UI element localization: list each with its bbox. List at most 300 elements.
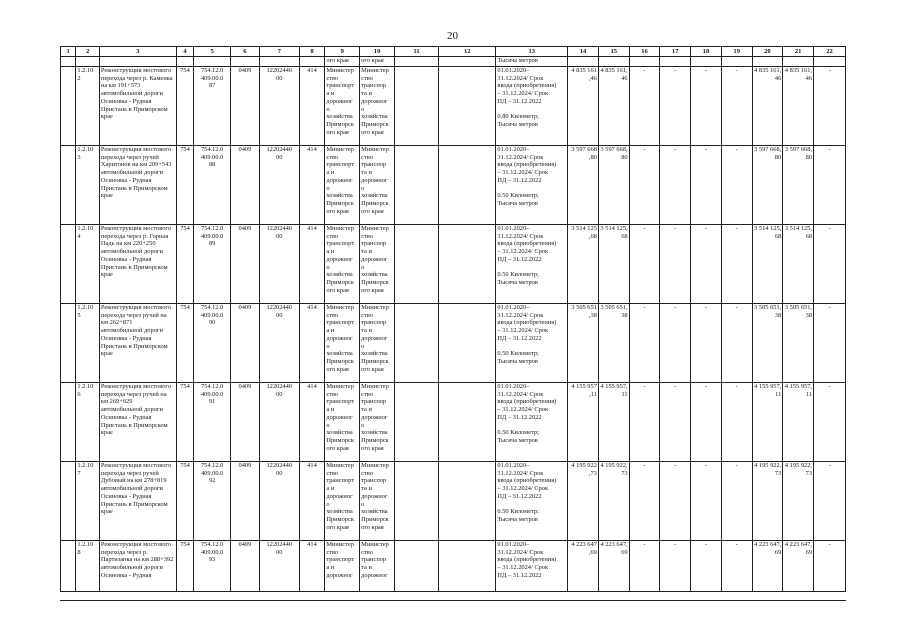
column-number: 18	[691, 47, 722, 57]
cell-line: Тысяча метров	[497, 436, 538, 444]
expense-type: 414	[299, 304, 325, 383]
cell-line: о	[361, 342, 365, 350]
total-cost	[568, 146, 599, 225]
dash-cell: -	[814, 383, 846, 462]
cell-line: ого края	[326, 286, 349, 294]
cell-line: хозяйства	[326, 429, 353, 437]
cell-line: 46	[774, 74, 782, 82]
cell-line: Министер	[326, 541, 354, 548]
cell-line: 01.01.2020–	[497, 225, 530, 232]
empty-cell	[394, 225, 438, 304]
cell-line: 12202440	[266, 541, 293, 548]
ministry-code: 754	[176, 541, 193, 592]
cell-line: 0.80 Километр;	[497, 113, 539, 121]
responsible-body	[325, 146, 360, 225]
cell-line: 5	[77, 311, 81, 319]
cell-line: та и	[361, 248, 372, 256]
cell-line: 409.00.0	[200, 311, 224, 319]
funding-value	[752, 225, 783, 304]
dash-cell: -	[814, 541, 846, 592]
cell-line: ,68	[588, 232, 597, 240]
cell-line: 3 505 651,	[784, 304, 813, 311]
column-number: 19	[721, 47, 752, 57]
cell-line: 12202440	[266, 383, 293, 390]
dash-cell: -	[660, 146, 691, 225]
continuation-unit: Тысяча метров	[496, 57, 568, 67]
target-article	[259, 67, 299, 146]
period-and-capacity	[496, 67, 568, 146]
table-row	[61, 225, 846, 304]
cell-line: 00	[276, 548, 283, 556]
cell-line: транспор	[361, 477, 387, 485]
cell-line: ввода (приобретения)	[497, 319, 557, 327]
column-number: 14	[568, 47, 599, 57]
executor-body	[360, 225, 395, 304]
cell-line: Министер	[326, 67, 354, 74]
cell-line: 0.50 Километр;	[497, 429, 539, 437]
cell-line: – 31.12.2024/ Срок	[497, 485, 549, 493]
cell-line: ство	[326, 153, 339, 161]
cell-line: хозяйства	[326, 350, 353, 358]
empty-cell	[439, 541, 496, 592]
cell-line: 4 155 957,	[754, 383, 782, 390]
empty-cell	[439, 67, 496, 146]
empty-cell	[439, 304, 496, 383]
total-cost	[568, 67, 599, 146]
cell-line: Министер	[361, 304, 389, 311]
dash-cell: -	[721, 462, 752, 541]
cell-line: 4 195 922,	[754, 462, 782, 469]
cell-line: 8	[77, 548, 81, 556]
expense-type: 414	[299, 383, 325, 462]
cell-line: 1.2.10	[77, 383, 94, 390]
column-number: 2	[76, 47, 100, 57]
funding-value	[752, 146, 783, 225]
cell-line: 4 223 647,	[600, 541, 628, 548]
cell-line: а и	[326, 169, 335, 177]
cell-line: 3 505 651,	[600, 304, 628, 311]
cell-line: – 31.12.2024/ Срок	[497, 90, 549, 98]
cell-line: 4 835 161,	[784, 67, 813, 74]
cell-line: ого края	[361, 286, 384, 294]
funding-value	[783, 541, 814, 592]
cell-line: ,69	[588, 548, 597, 556]
cell-line: ство	[361, 153, 373, 161]
section-code: 0409	[231, 146, 260, 225]
column-number: 17	[660, 47, 691, 57]
cell-line: Приморск	[361, 515, 389, 523]
program-table	[60, 46, 846, 592]
cell-line: а и	[326, 90, 335, 98]
section-code: 0409	[231, 383, 260, 462]
cell-line: 0.50 Километр;	[497, 192, 539, 200]
dash-cell: -	[660, 541, 691, 592]
cell-line: 01.01.2020–	[497, 462, 530, 469]
cell-line: дорожног	[361, 97, 388, 105]
column-number: 12	[439, 47, 496, 57]
cell-line: ввода (приобретения)	[497, 477, 557, 485]
cell-line: дорожног	[361, 334, 388, 342]
cell-line: 4	[77, 232, 81, 240]
cell-line: Тысяча метров	[497, 357, 538, 365]
cell-line: 3 514 125,	[754, 225, 782, 232]
dash-cell: -	[660, 304, 691, 383]
cell-line: Министер	[361, 225, 389, 232]
cell-line: ,11	[589, 390, 597, 398]
empty-cell	[61, 304, 76, 383]
empty-cell	[439, 225, 496, 304]
object-name: Реконструкция мостового перехода через ручей на км 269+029 автомобильной дороги Осиновка - Рудная Пристань в Приморском крае	[99, 383, 176, 462]
cell-line: 4 155 957	[571, 383, 597, 390]
cell-line: 409.00.0	[200, 232, 224, 240]
cell-line: дорожног	[326, 97, 353, 105]
cell-line: 754.12.0	[200, 383, 224, 390]
cell-line: дорожног	[326, 334, 353, 342]
cell-line: 91	[208, 398, 216, 406]
cell-line: Приморск	[361, 199, 389, 207]
target-article	[259, 541, 299, 592]
dash-cell: -	[721, 541, 752, 592]
column-number: 22	[814, 47, 846, 57]
cell-line: 4 155 957,	[600, 383, 628, 390]
column-number: 16	[629, 47, 660, 57]
cell-line: 90	[208, 319, 216, 327]
object-code	[194, 146, 231, 225]
row-code	[76, 462, 100, 541]
cell-line: ,38	[588, 311, 597, 319]
object-code	[194, 225, 231, 304]
cell-line: 00	[276, 74, 283, 82]
section-code: 0409	[231, 304, 260, 383]
cell-line: дорожног	[361, 492, 388, 500]
dash-cell: -	[691, 225, 722, 304]
cell-line: ввода (приобретения)	[497, 240, 557, 248]
cell-line: ,80	[588, 153, 597, 161]
cell-line: Приморск	[326, 278, 354, 286]
cell-line: транспорт	[326, 319, 355, 327]
cell-line: 12202440	[266, 225, 293, 232]
object-name: Реконструкция мостового перехода через р. Каменка на км 191+573 автомобильной дороги Осиновка - Рудная Пристань в Приморском крае	[99, 67, 176, 146]
ministry-code: 754	[176, 462, 193, 541]
cell-line: о	[361, 500, 365, 508]
cell-line: 00	[276, 390, 283, 398]
cell-line: дорожног	[361, 255, 388, 263]
cell-line: хозяйства	[361, 192, 388, 200]
cell-line: хозяйства	[361, 271, 388, 279]
cell-line: 3 597 668	[571, 146, 597, 153]
cell-line: 754.12.0	[200, 541, 224, 548]
cell-line: транспор	[361, 240, 387, 248]
column-number: 4	[176, 47, 193, 57]
ministry-code: 754	[176, 67, 193, 146]
dash-cell: -	[721, 67, 752, 146]
cell-line: ввода (приобретения)	[497, 398, 557, 406]
cell-line: а и	[326, 327, 335, 335]
cell-line: 31.12.2024/ Срок	[497, 469, 544, 477]
cell-line: 409.00.0	[200, 390, 224, 398]
cell-line: 3 597 668,	[754, 146, 782, 153]
cell-line: 38	[805, 311, 813, 319]
cell-line: 88	[208, 161, 216, 169]
cell-line: – 31.12.2024/ Срок	[497, 406, 549, 414]
object-name: Реконструкция мостового перехода через ручей Харитонов на км 209+543 автомобильной дороги Осиновка - Рудная Пристань в Приморском крае	[99, 146, 176, 225]
cell-line: та и	[361, 90, 372, 98]
cell-line: ввода (приобретения)	[497, 161, 557, 169]
cell-line: ввода (приобретения)	[497, 556, 557, 564]
total-cost	[568, 304, 599, 383]
cell-line: 01.01.2020–	[497, 304, 530, 311]
cell-line: 31.12.2024/ Срок	[497, 74, 544, 82]
period-and-capacity	[496, 225, 568, 304]
row-code	[76, 67, 100, 146]
cell-line: 00	[276, 469, 283, 477]
cell-line: ство	[326, 390, 339, 398]
cell-line: Тысяча метров	[497, 278, 538, 286]
dash-cell: -	[814, 304, 846, 383]
cell-line: Министер	[326, 146, 354, 153]
object-code	[194, 67, 231, 146]
row-code	[76, 541, 100, 592]
cell-line: 3 514 125,	[600, 225, 628, 232]
cell-line: Министер	[361, 146, 389, 153]
target-article	[259, 462, 299, 541]
row-code	[76, 146, 100, 225]
cell-line: о	[326, 500, 330, 508]
empty-cell	[439, 462, 496, 541]
dash-cell: -	[721, 225, 752, 304]
cell-line: транспор	[361, 556, 387, 564]
empty-cell	[394, 541, 438, 592]
responsible-body	[325, 304, 360, 383]
cell-line: 3 514 125	[571, 225, 597, 232]
cell-line: 4 835 161,	[600, 67, 628, 74]
cell-line: 00	[276, 232, 283, 240]
ministry-code: 754	[176, 225, 193, 304]
cell-line: 89	[208, 240, 216, 248]
cell-line: а и	[326, 406, 335, 414]
cell-line: 754.12.0	[200, 146, 224, 153]
expense-type: 414	[299, 225, 325, 304]
cell-line: 01.01.2020–	[497, 67, 530, 74]
dash-cell: -	[814, 146, 846, 225]
cell-line: 80	[621, 153, 628, 161]
cell-line: Приморск	[361, 436, 389, 444]
dash-cell: -	[691, 304, 722, 383]
cell-line: Приморск	[361, 357, 389, 365]
funding-value	[783, 462, 814, 541]
cell-line: 2	[77, 74, 81, 82]
expense-type: 414	[299, 146, 325, 225]
cell-line: Министер	[361, 462, 389, 469]
cell-line: – 31.12.2024/ Срок	[497, 564, 549, 572]
empty-cell	[61, 383, 76, 462]
dash-cell: -	[629, 383, 660, 462]
table-row	[61, 146, 846, 225]
responsible-body	[325, 541, 360, 592]
cost-value	[598, 304, 629, 383]
cell-line: 93	[208, 556, 216, 564]
cell-line: а и	[326, 485, 335, 493]
cell-line: 11	[775, 390, 782, 398]
cell-line: ого края	[326, 444, 349, 452]
cell-line: 12202440	[266, 304, 293, 311]
cell-line: Министер	[361, 383, 389, 390]
dash-cell: -	[814, 67, 846, 146]
cell-line: хозяйства	[361, 508, 388, 516]
page-bottom-rule	[60, 600, 846, 601]
column-number: 11	[394, 47, 438, 57]
expense-type: 414	[299, 462, 325, 541]
cell-line: Приморск	[361, 120, 389, 128]
cell-line: транспор	[361, 82, 387, 90]
dash-cell: -	[629, 541, 660, 592]
column-number: 9	[325, 47, 360, 57]
total-cost	[568, 462, 599, 541]
cell-line: 38	[621, 311, 628, 319]
dash-cell: -	[629, 67, 660, 146]
cost-value	[598, 67, 629, 146]
cell-line: 69	[774, 548, 782, 556]
empty-cell	[394, 462, 438, 541]
cell-line: 4 195 922	[571, 462, 597, 469]
empty-cell	[61, 225, 76, 304]
cell-line: ого края	[326, 365, 349, 373]
cell-line: 73	[774, 469, 782, 477]
ministry-code: 754	[176, 146, 193, 225]
cell-line: Приморск	[326, 120, 354, 128]
executor-body	[360, 67, 395, 146]
cell-line: 754.12.0	[200, 304, 224, 311]
cell-line: 31.12.2024/ Срок	[497, 153, 544, 161]
continuation-executor: ого края	[360, 57, 395, 67]
section-code: 0409	[231, 225, 260, 304]
cell-line: 3	[77, 153, 81, 161]
expense-type: 414	[299, 67, 325, 146]
cell-line: та и	[361, 564, 372, 572]
funding-value	[783, 146, 814, 225]
cell-line: транспорт	[326, 477, 355, 485]
cell-line: дорожног	[326, 492, 353, 500]
cell-line: 409.00.0	[200, 153, 224, 161]
cell-line: 12202440	[266, 67, 293, 74]
cell-line: о	[326, 421, 330, 429]
dash-cell: -	[814, 225, 846, 304]
cell-line: ство	[326, 469, 339, 477]
cell-line: транспор	[361, 319, 387, 327]
object-name: Реконструкция мостового перехода через ручей Дубовый на км 278+819 автомобильной дороги Осиновка - Рудная Пристань в Приморском крае	[99, 462, 176, 541]
cell-line: 1.2.10	[77, 146, 94, 153]
cell-line: 4 223 647	[571, 541, 597, 548]
cost-value	[598, 541, 629, 592]
cell-line: ,73	[588, 469, 597, 477]
cell-line: 1.2.10	[77, 225, 94, 232]
dash-cell: -	[660, 462, 691, 541]
column-number: 6	[231, 47, 260, 57]
funding-value	[752, 462, 783, 541]
cell-line: та и	[361, 169, 372, 177]
period-and-capacity	[496, 541, 568, 592]
cell-line: ПД – 31.12.2022	[497, 334, 542, 342]
column-number: 3	[99, 47, 176, 57]
executor-body	[360, 541, 395, 592]
target-article	[259, 304, 299, 383]
funding-value	[783, 67, 814, 146]
cost-value	[598, 383, 629, 462]
dash-cell: -	[629, 304, 660, 383]
cell-line: 69	[621, 548, 628, 556]
cell-line: хозяйства	[361, 113, 388, 121]
cell-line: ПД – 31.12.2022	[497, 413, 542, 421]
period-and-capacity	[496, 383, 568, 462]
cell-line: 00	[276, 311, 283, 319]
cell-line: 68	[621, 232, 628, 240]
cell-line: 11	[805, 390, 813, 398]
dash-cell: -	[629, 462, 660, 541]
cell-line: ого края	[326, 207, 349, 215]
cell-line: 409.00.0	[200, 548, 224, 556]
cell-line: Приморск	[326, 199, 354, 207]
cell-line: ого края	[361, 365, 384, 373]
funding-value	[752, 541, 783, 592]
cell-line: Приморск	[361, 278, 389, 286]
cell-line: транспор	[361, 161, 387, 169]
cell-line: ,46	[588, 74, 597, 82]
cell-line: ство	[361, 469, 373, 477]
cell-line: Приморск	[326, 357, 354, 365]
cell-line: 754.12.0	[200, 462, 224, 469]
funding-value	[752, 383, 783, 462]
executor-body	[360, 462, 395, 541]
cell-line: 11	[621, 390, 628, 398]
cell-line: 68	[805, 232, 813, 240]
total-cost	[568, 541, 599, 592]
cell-line: 73	[805, 469, 813, 477]
target-article	[259, 146, 299, 225]
funding-value	[752, 304, 783, 383]
cell-line: о	[361, 263, 365, 271]
cell-line: дорожног	[361, 571, 388, 579]
executor-body	[360, 146, 395, 225]
cell-line: ПД – 31.12.2022	[497, 97, 542, 105]
table-row	[61, 541, 846, 592]
cell-line: 4 835 161,	[754, 67, 782, 74]
cell-line: 1.2.10	[77, 541, 94, 548]
dash-cell: -	[721, 146, 752, 225]
cell-line: 80	[805, 153, 813, 161]
cell-line: о	[361, 105, 365, 113]
column-number: 1	[61, 47, 76, 57]
cell-line: хозяйства	[326, 508, 353, 516]
cell-line: Тысяча метров	[497, 515, 538, 523]
cell-line: 4 195 922,	[784, 462, 813, 469]
cost-value	[598, 146, 629, 225]
column-number: 5	[194, 47, 231, 57]
cell-line: ого края	[361, 128, 384, 136]
cell-line: о	[361, 421, 365, 429]
cell-line: хозяйства	[326, 113, 353, 121]
ministry-code: 754	[176, 304, 193, 383]
dash-cell: -	[721, 304, 752, 383]
cell-line: о	[326, 184, 330, 192]
empty-cell	[61, 146, 76, 225]
section-code: 0409	[231, 462, 260, 541]
empty-cell	[394, 304, 438, 383]
cell-line: дорожног	[361, 176, 388, 184]
dash-cell: -	[691, 462, 722, 541]
dash-cell: -	[691, 541, 722, 592]
table-row	[61, 462, 846, 541]
cell-line: Приморск	[326, 436, 354, 444]
